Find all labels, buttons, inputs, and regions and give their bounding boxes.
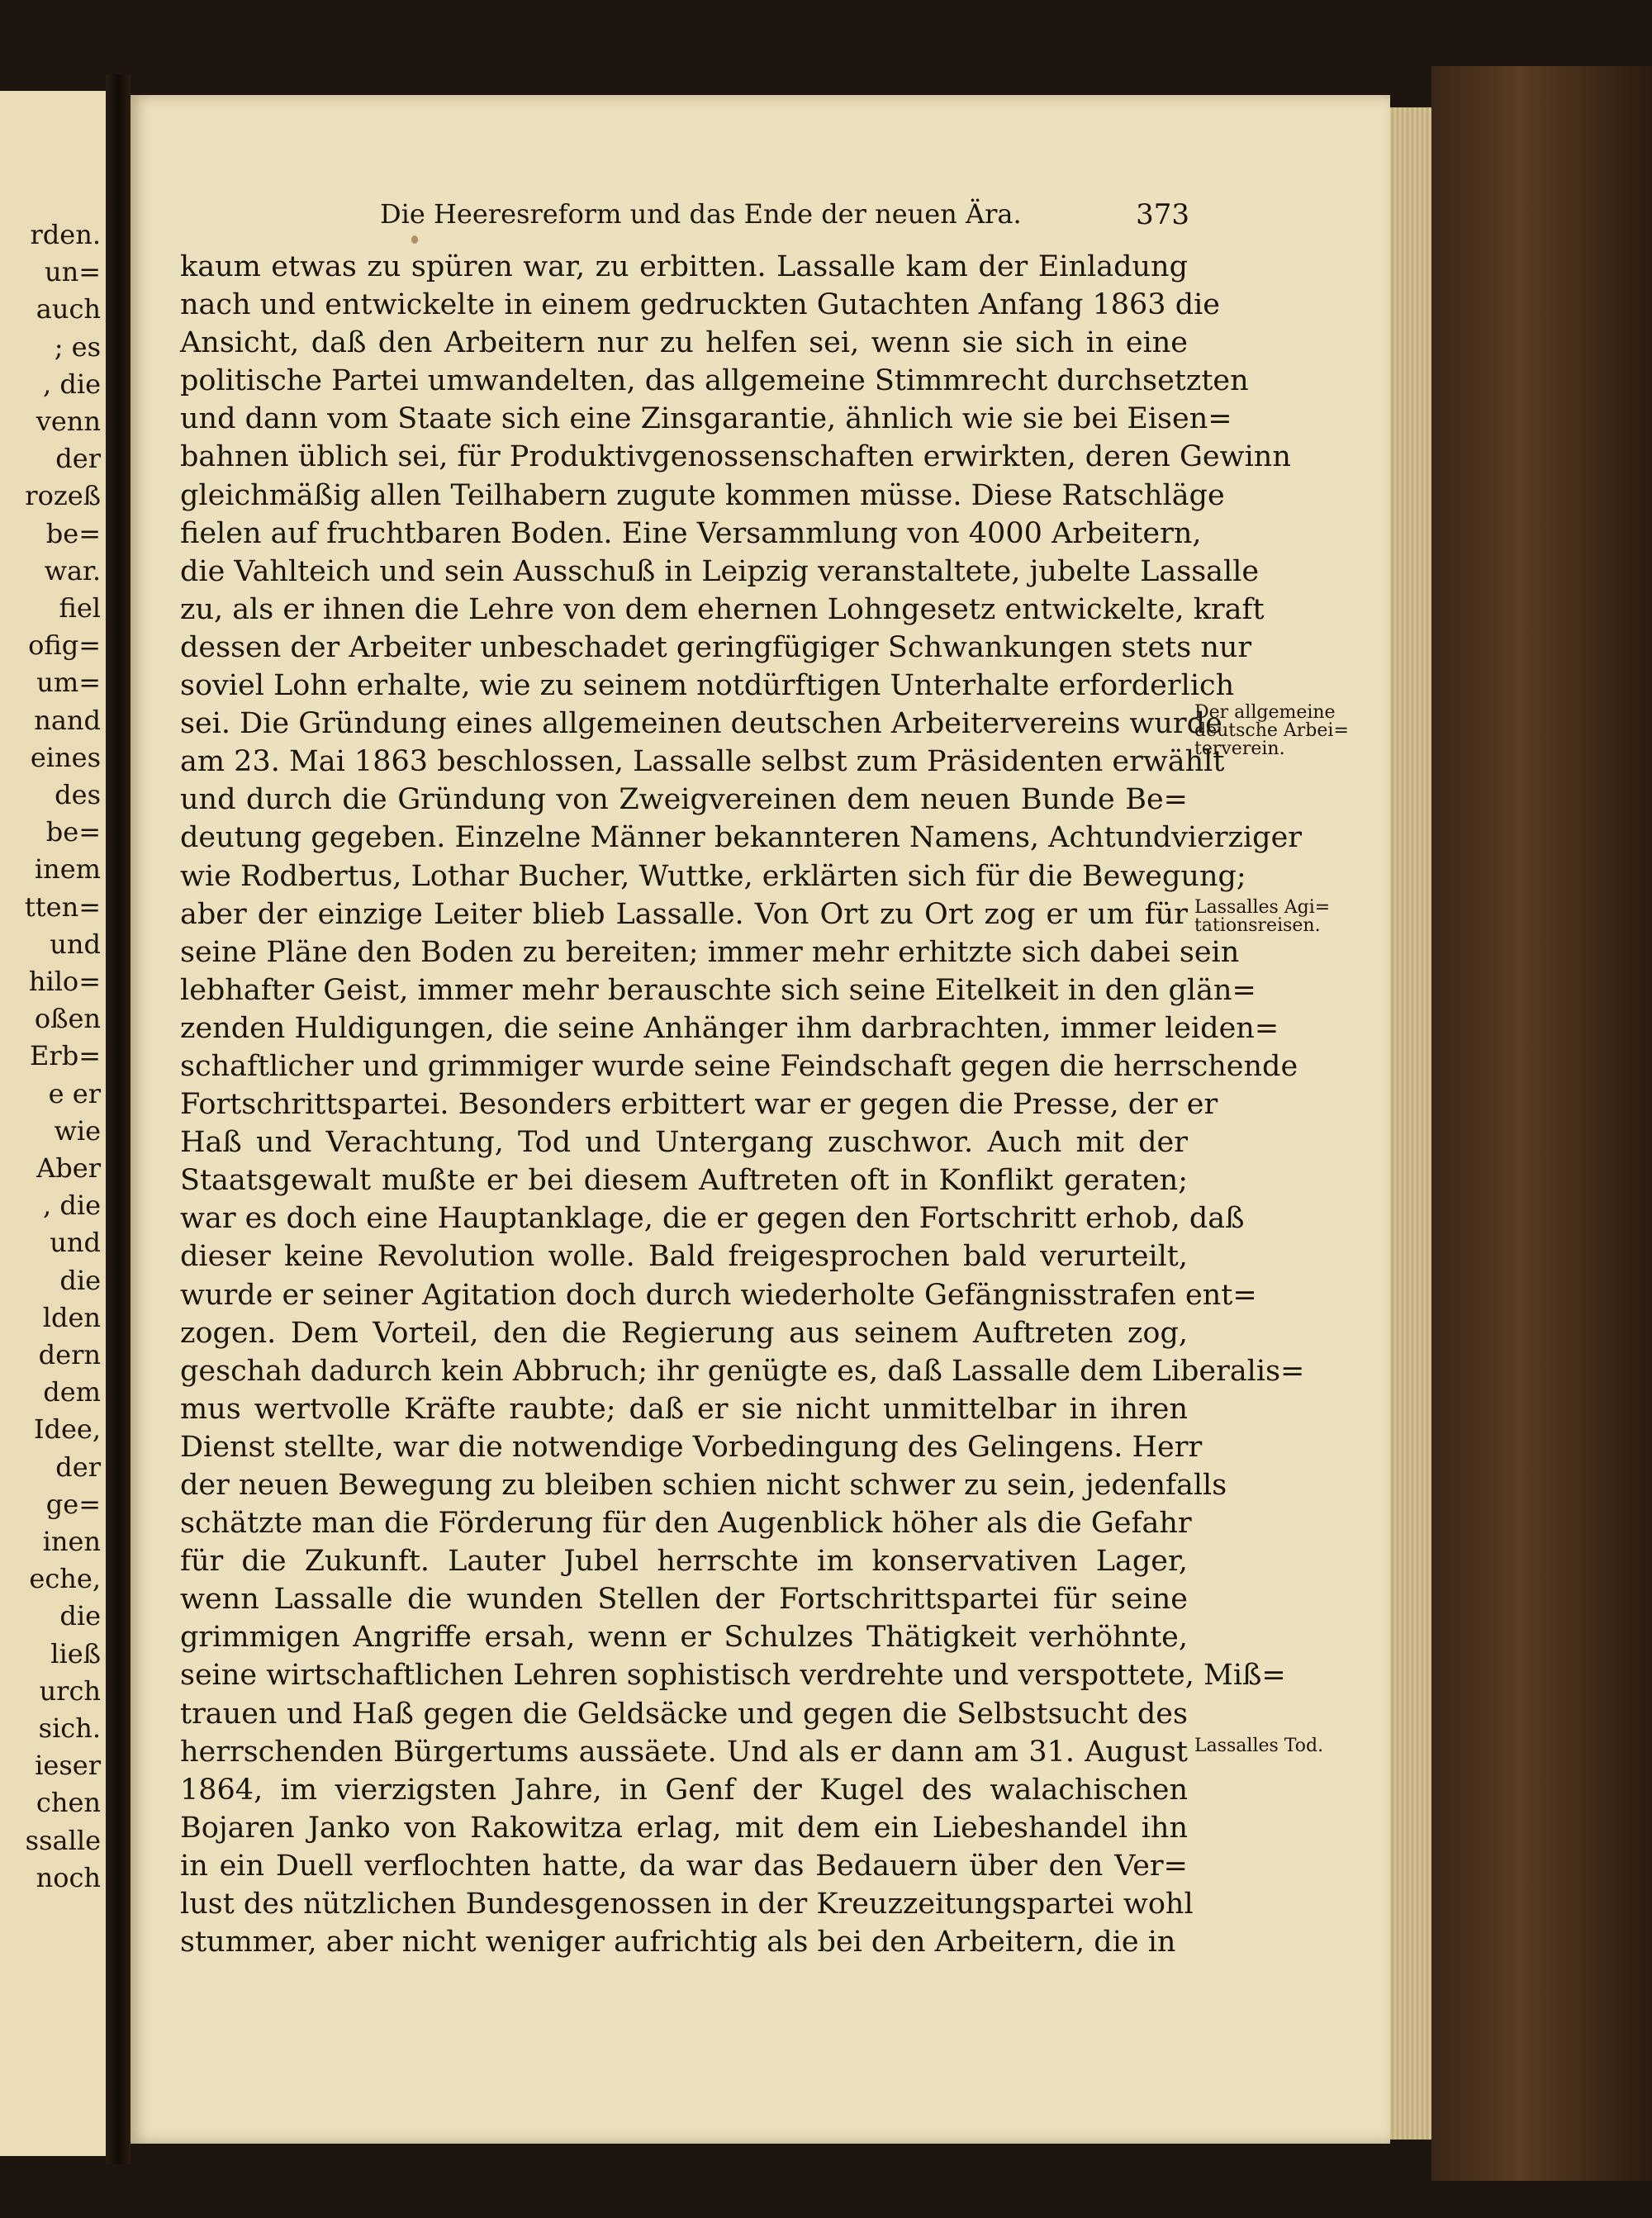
left-page-fragment: noch <box>36 1861 101 1893</box>
left-page-fragment: venn <box>36 406 101 437</box>
left-page-fragment: rden. <box>30 219 101 250</box>
margin-note-line: deutsche Arbei= <box>1194 720 1349 741</box>
text-line: schätzte man die Förderung für den Augenblick höher als die Gefahr <box>180 1507 1192 1541</box>
text-line: in ein Duell verflochten hatte, da war das Bedauern über den Ver= <box>180 1849 1188 1883</box>
left-page-fragment: ; es <box>54 330 101 363</box>
text-line: Ansicht, daß den Arbeitern nur zu helfen sei, wenn sie sich in eine <box>180 326 1188 360</box>
margin-note-line: terverein. <box>1194 739 1285 759</box>
left-page-fragment: tten= <box>24 891 101 923</box>
left-page-fragment: die <box>59 1600 101 1632</box>
text-line: und durch die Gründung von Zweigvereinen dem neuen Bunde Be= <box>180 783 1188 817</box>
text-line: mus wertvolle Kräfte raubte; daß er sie nicht unmittelbar in ihren <box>180 1392 1188 1426</box>
left-page-fragment: ofig= <box>28 629 101 662</box>
text-line: sei. Die Gründung eines allgemeinen deutschen Arbeitervereins wurde <box>180 707 1222 741</box>
text-line: soviel Lohn erhalte, wie zu seinem notdürftigen Unterhalte erforderlich <box>180 669 1235 703</box>
left-page-fragment: ieser <box>35 1750 101 1782</box>
text-line: deutung gegeben. Einzelne Männer bekannteren Namens, Achtundvierziger <box>180 821 1303 855</box>
margin-note <box>1194 1737 1323 1755</box>
text-line: Dienst stellte, war die notwendige Vorbedingung des Gelingens. Herr <box>180 1430 1203 1464</box>
left-page-fragment: auch <box>36 293 101 325</box>
text-line: Staatsgewalt mußte er bei diesem Auftreten oft in Konflikt geraten; <box>180 1164 1188 1198</box>
text-line: dessen der Arbeiter unbeschadet geringfügiger Schwankungen stets nur <box>180 630 1252 664</box>
text-line: 1864, im vierzigsten Jahre, in Genf der Kugel des walachischen <box>180 1773 1188 1807</box>
left-page-fragment: oßen <box>34 1003 101 1035</box>
left-page-fragment: war. <box>44 554 101 587</box>
text-line: wurde er seiner Agitation doch durch wiederholte Gefängnisstrafen ent= <box>180 1278 1257 1312</box>
left-page-fragment: rozeß <box>25 480 101 512</box>
left-page-fragment: chen <box>36 1787 101 1819</box>
text-line: zenden Huldigungen, die seine Anhänger ihm darbrachten, immer leiden= <box>180 1011 1279 1045</box>
left-page-fragment: fiel <box>59 592 101 624</box>
left-page-fragment: sich. <box>38 1712 101 1744</box>
text-line: die Vahlteich und sein Ausschuß in Leipzig veranstaltete, jubelte Lassalle <box>180 554 1260 588</box>
left-page-fragment: lden <box>42 1301 101 1333</box>
left-page-fragment: der <box>55 1451 101 1483</box>
left-page-fragment: des <box>55 779 101 810</box>
left-page-fragment: eines <box>30 741 101 773</box>
left-page-fragment: die <box>59 1264 101 1296</box>
left-page-fragment: eche, <box>29 1563 101 1595</box>
left-page-fragment: ssalle <box>25 1824 101 1856</box>
page-number: 373 <box>1136 198 1189 231</box>
text-line: bahnen üblich sei, für Produktivgenossenschaften erwirkten, deren Gewinn <box>180 440 1291 474</box>
left-page-fragment: Erb= <box>30 1040 101 1072</box>
left-page-fragment: inem <box>34 853 101 886</box>
left-page-fragment: dern <box>38 1339 101 1370</box>
left-page-fragment: Aber <box>36 1152 101 1184</box>
left-page-fragment: Idee, <box>33 1413 101 1446</box>
margin-note <box>1194 899 1330 935</box>
margin-note-line: Der allgemeine <box>1194 702 1336 723</box>
left-page-fragment: , die <box>43 1190 101 1222</box>
book-cover-edge <box>1431 66 1652 2181</box>
book-gutter <box>106 74 131 2164</box>
left-page-fragment: nand <box>34 704 101 736</box>
text-line: wenn Lassalle die wunden Stellen der Fortschrittspartei für seine <box>180 1583 1188 1617</box>
text-line: politische Partei umwandelten, das allgemeine Stimmrecht durchsetzten <box>180 364 1249 398</box>
left-page-fragment: wie <box>54 1114 101 1147</box>
left-page-fragment: und <box>50 928 101 960</box>
text-line: grimmigen Angriffe ersah, wenn er Schulzes Thätigkeit verhöhnte, <box>180 1621 1188 1655</box>
text-line: Fortschrittspartei. Besonders erbittert war er gegen die Presse, der er <box>180 1088 1218 1122</box>
text-line: aber der einzige Leiter blieb Lassalle. Von Ort zu Ort zog er um für <box>180 897 1188 931</box>
left-page-fragment: inen <box>42 1526 101 1557</box>
left-page-fragment: und <box>50 1227 101 1259</box>
text-line: lust des nützlichen Bundesgenossen in der Kreuzzeitungspartei wohl <box>180 1888 1194 1921</box>
left-page-fragment: um= <box>36 667 101 699</box>
left-page-fragment: un= <box>44 256 101 288</box>
margin-note <box>1194 704 1349 758</box>
text-line: geschah dadurch kein Abbruch; ihr genügte es, daß Lassalle dem Liberalis= <box>180 1354 1305 1388</box>
left-page-fragment: be= <box>45 816 101 848</box>
left-page-fragment: , die <box>43 368 101 400</box>
text-line: herrschenden Bürgertums aussäete. Und als er dann am 31. August <box>180 1735 1188 1769</box>
margin-note-line: Lassalles Tod. <box>1194 1736 1324 1756</box>
text-line: der neuen Bewegung zu bleiben schien nicht schwer zu sein, jedenfalls <box>180 1469 1227 1502</box>
text-line: Bojaren Janko von Rakowitza erlag, mit dem ein Liebeshandel ihn <box>180 1811 1188 1845</box>
left-page-fragment: dem <box>43 1376 101 1408</box>
text-line: fielen auf fruchtbaren Boden. Eine Versammlung von 4000 Arbeitern, <box>180 516 1202 550</box>
text-line: dieser keine Revolution wolle. Bald freigesprochen bald verurteilt, <box>180 1240 1188 1274</box>
text-line: trauen und Haß gegen die Geldsäcke und gegen die Selbstsucht des <box>180 1697 1188 1731</box>
text-line: lebhafter Geist, immer mehr berauschte sich seine Eitelkeit in den glän= <box>180 973 1256 1007</box>
paper-spot <box>411 235 418 244</box>
text-line: nach und entwickelte in einem gedruckten Gutachten Anfang 1863 die <box>180 288 1221 322</box>
text-line: am 23. Mai 1863 beschlossen, Lassalle selbst zum Präsidenten erwählt <box>180 745 1225 779</box>
left-page-fragment: urch <box>39 1674 101 1707</box>
left-page-fragment: be= <box>45 517 101 549</box>
text-line: seine Pläne den Boden zu bereiten; immer mehr erhitzte sich dabei sein <box>180 935 1240 969</box>
text-line: stummer, aber nicht weniger aufrichtig als bei den Arbeitern, die in <box>180 1926 1176 1959</box>
running-title: Die Heeresreform und das Ende der neuen Ära. <box>380 198 1022 230</box>
text-line: schaftlicher und grimmiger wurde seine Feindschaft gegen die herrschende <box>180 1049 1298 1083</box>
text-line: für die Zukunft. Lauter Jubel herrschte im konservativen Lager, <box>180 1545 1188 1579</box>
text-line: und dann vom Staate sich eine Zinsgarantie, ähnlich wie sie bei Eisen= <box>180 402 1232 436</box>
margin-note-line: tationsreisen. <box>1194 915 1321 936</box>
text-line: kaum etwas zu spüren war, zu erbitten. Lassalle kam der Einladung <box>180 250 1188 283</box>
margin-note-line: Lassalles Agi= <box>1194 897 1331 918</box>
left-page-fragment: e er <box>48 1077 101 1109</box>
text-line: wie Rodbertus, Lothar Bucher, Wuttke, erklärten sich für die Bewegung; <box>180 859 1246 893</box>
text-line: seine wirtschaftlichen Lehren sophistisch verdrehte und verspottete, Miß= <box>180 1659 1286 1693</box>
text-line: war es doch eine Hauptanklage, die er gegen den Fortschritt erhob, daß <box>180 1202 1245 1236</box>
left-page-fragment: der <box>55 443 101 475</box>
page-edges <box>1390 107 1431 2140</box>
text-line: zu, als er ihnen die Lehre von dem ehernen Lohngesetz entwickelte, kraft <box>180 592 1265 626</box>
left-page <box>0 91 106 2156</box>
text-line: Haß und Verachtung, Tod und Untergang zuschwor. Auch mit der <box>180 1126 1188 1160</box>
page-header <box>380 198 1189 235</box>
left-page-fragment: hilo= <box>28 966 101 997</box>
text-line: zogen. Dem Vorteil, den die Regierung aus seinem Auftreten zog, <box>180 1316 1188 1350</box>
left-page-fragment: ließ <box>50 1637 101 1669</box>
left-page-fragment: ge= <box>45 1488 101 1520</box>
text-line: gleichmäßig allen Teilhabern zugute kommen müsse. Diese Ratschläge <box>180 478 1225 512</box>
